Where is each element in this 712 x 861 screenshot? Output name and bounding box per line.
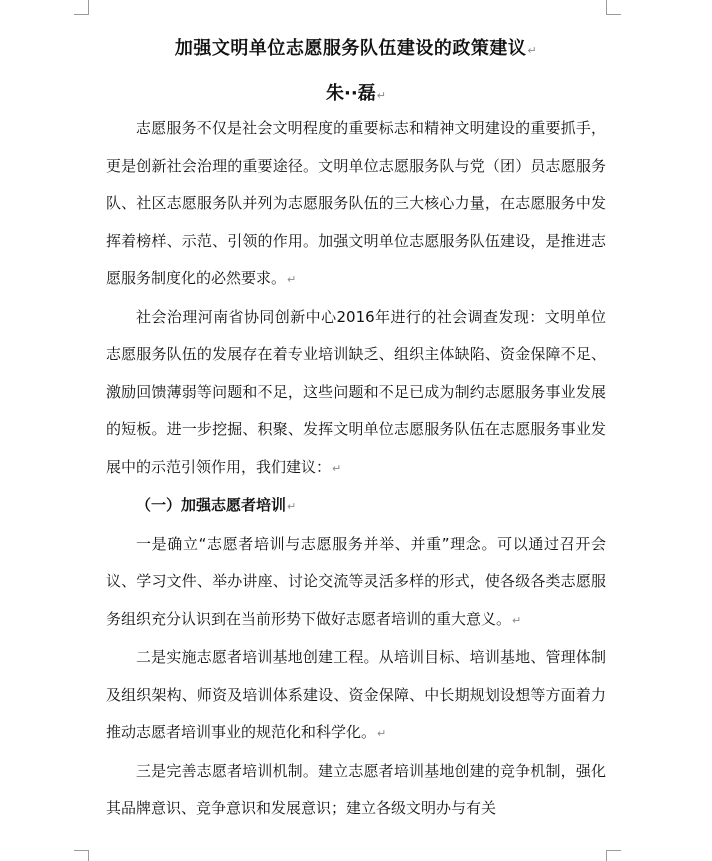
paragraph-mark-icon: ↵ [512, 613, 522, 627]
crop-mark-top-left-vertical [88, 0, 89, 14]
body-paragraph[interactable] [106, 526, 606, 640]
paragraph-text: 志愿服务不仅是社会文明程度的重要标志和精神文明建设的重要抓手，更是创新社会治理的重要途径。文明单位志愿服务队与党（团）员志愿服务队、社区志愿服务队并列为志愿服务队伍的三大核心力量，在志愿服务中发挥着榜样、示范、引领的作用。加强文明单位志愿服务队伍建设，是推进志愿服务制度化的必然要求。 [106, 119, 606, 287]
body-paragraph[interactable] [106, 299, 606, 488]
heading-text: （一）加强志愿者培训 [136, 496, 287, 514]
paragraph-text: 社会治理河南省协同创新中心2016年进行的社会调查发现：文明单位志愿服务队伍的发展存在着专业培训缺乏、组织主体缺陷、资金保障不足、激励回馈薄弱等问题和不足，这些问题和不足已成为制约志愿服务事业发展的短板。进一步挖掘、积聚、发挥文明单位志愿服务队伍在志愿服务事业发展中的示范引领作用，我们建议： [106, 307, 606, 476]
document-body [106, 110, 606, 828]
paragraph-mark-icon: ↵ [377, 727, 387, 740]
paragraph-mark-icon: ↵ [376, 89, 386, 102]
paragraph-mark-icon: ↵ [332, 461, 342, 475]
crop-mark-bottom-left-vertical [88, 850, 89, 861]
title-text: 加强文明单位志愿服务队伍建设的政策建议 [174, 38, 527, 59]
body-paragraph[interactable] [106, 639, 606, 753]
paragraph-text: 二是实施志愿者培训基地创建工程。从培训目标、培训基地、管理体制及组织架构、师资及培训体系建设、资金保障、中长期规划设想等方面着力推动志愿者培训事业的规范化和科学化。 [106, 648, 606, 741]
crop-mark-top-right-horizontal [606, 14, 621, 15]
body-paragraph[interactable] [106, 753, 606, 828]
paragraph-text: 三是完善志愿者培训机制。建立志愿者培训基地创建的竞争机制，强化其品牌意识、竞争意识和发展意识；建立各级文明办与有关 [106, 761, 606, 817]
paragraph-text: 一是确立“志愿者培训与志愿服务并举、并重”理念。可以通过召开会议、学习文件、举办讲座、讨论交流等灵活多样的形式，使各级各类志愿服务组织充分认识到在当前形势下做好志愿者培训的重大意义。 [106, 534, 606, 628]
crop-mark-bottom-right-horizontal [606, 850, 621, 851]
paragraph-mark-icon: ↵ [287, 273, 297, 286]
paragraph-mark-icon: ↵ [287, 500, 297, 513]
document-title[interactable] [0, 34, 712, 60]
section-heading[interactable] [106, 487, 606, 526]
author-text: 朱··磊 [326, 83, 376, 104]
body-paragraph[interactable] [106, 110, 606, 299]
paragraph-mark-icon: ↵ [527, 44, 538, 57]
crop-mark-bottom-right-vertical [606, 850, 607, 861]
crop-mark-bottom-left-horizontal [74, 850, 89, 851]
crop-mark-top-right-vertical [606, 0, 607, 14]
crop-mark-top-left-horizontal [74, 14, 89, 15]
document-author[interactable] [0, 79, 712, 105]
